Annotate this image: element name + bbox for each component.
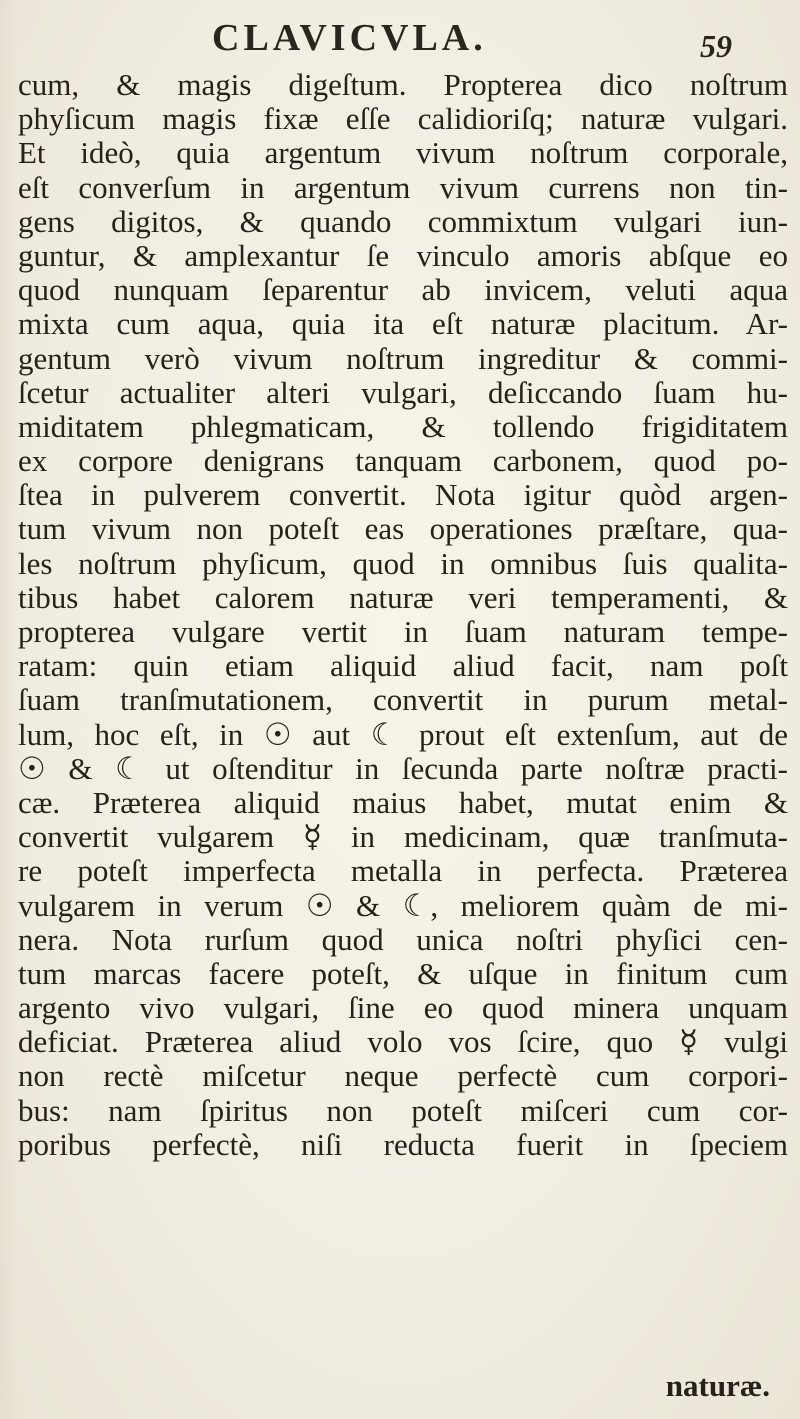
catchword-row (18, 1368, 788, 1402)
body-text (18, 68, 788, 1162)
text-line: ratam: quin etiam aliquid aliud facit, nam poſt (18, 648, 788, 684)
text-line: re poteſt imperfecta metalla in perfecta. Præterea (18, 853, 788, 889)
text-line: gentum verò vivum noſtrum ingreditur & commi- (18, 340, 788, 376)
text-line: eſt converſum in argentum vivum currens non tin- (18, 169, 788, 205)
text-line: miditatem phlegmaticam, & tollendo frigiditatem (18, 408, 788, 444)
text-line: gens digitos, & quando commixtum vulgari iun- (18, 203, 788, 239)
text-line: cum, & magis digeſtum. Propterea dico noſtrum (18, 67, 788, 102)
page-number: 59 (700, 28, 732, 64)
text-line: guntur, & amplexantur ſe vinculo amoris abſque eo (18, 237, 788, 273)
text-line: propterea vulgare vertit in ſuam naturam tempe- (18, 614, 788, 649)
text-line: argento vivo vulgari, ſine eo quod minera unquam (18, 990, 788, 1026)
text-line: ſtea in pulverem convertit. Nota igitur quòd argen- (18, 477, 788, 513)
running-title: CLAVICVLA. (212, 17, 487, 59)
text-line: quod nunquam ſeparentur ab invicem, veluti aqua (18, 272, 788, 308)
text-line: lum, hoc eſt, in ☉ aut ☾ prout eſt extenſum, aut de (18, 716, 788, 752)
text-line: ☉ & ☾ ut oſtenditur in ſecunda parte noſtræ practi- (18, 750, 788, 786)
catchword: naturæ. (665, 1368, 770, 1403)
text-line: ſuam tranſmutationem, convertit in purum metal- (18, 682, 788, 718)
text-line: deficiat. Præterea aliud volo vos ſcire, quo ☿ vulgi (18, 1024, 788, 1060)
text-line: tibus habet calorem naturæ veri temperamenti, & (18, 579, 788, 615)
text-line: mixta cum aqua, quia ita eſt naturæ placitum. Ar- (18, 306, 788, 342)
text-line: nera. Nota rurſum quod unica noſtri phyſici cen- (18, 921, 788, 957)
text-line: tum vivum non poteſt eas operationes præſtare, qua- (18, 511, 788, 547)
text-line: tum marcas facere poteſt, & uſque in finitum cum (18, 955, 788, 991)
text-line: poribus perfectè, niſi reducta fuerit in ſpeciem (18, 1126, 788, 1162)
text-line: bus: nam ſpiritus non poteſt miſceri cum cor- (18, 1092, 788, 1128)
text-line: les noſtrum phyſicum, quod in omnibus ſuis qualita- (18, 545, 788, 581)
text-line: ſcetur actualiter alteri vulgari, deſiccando ſuam hu- (18, 374, 788, 410)
text-line: phyſicum magis fixæ eſſe calidioriſq; naturæ vulgari. (18, 101, 788, 137)
text-line: cæ. Præterea aliquid maius habet, mutat enim & (18, 784, 788, 820)
text-line: vulgarem in verum ☉ & ☾, meliorem quàm de mi- (18, 887, 788, 923)
text-line: non rectè miſcetur neque perfectè cum corpori- (18, 1058, 788, 1094)
text-line: convertit vulgarem ☿ in medicinam, quæ tranſmuta- (18, 819, 788, 855)
text-line: ex corpore denigrans tanquam carbonem, quod po- (18, 443, 788, 479)
running-head (0, 12, 800, 62)
text-line: Et ideò, quia argentum vivum noſtrum corporale, (18, 135, 788, 171)
page-gutter-shadow (0, 0, 18, 1419)
